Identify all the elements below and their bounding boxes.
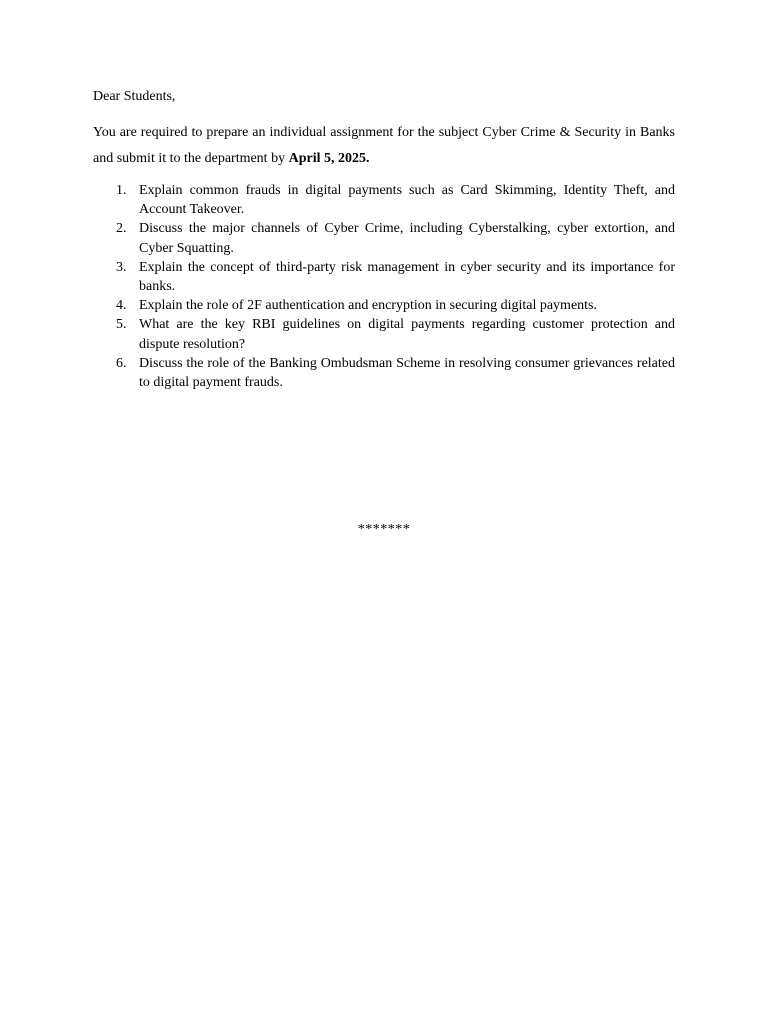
submission-deadline: April 5, 2025. xyxy=(288,151,370,166)
question-text: Discuss the major channels of Cyber Crime, including Cyberstalking, cyber extortion, and Cyber Squatting. xyxy=(139,221,675,256)
question-item xyxy=(93,181,675,219)
salutation: Dear Students, xyxy=(93,89,176,104)
question-text: What are the key RBI guidelines on digital payments regarding customer protection and dispute resolution? xyxy=(139,317,675,352)
intro-text: You are required to prepare an individual assignment for the subject Cyber Crime & Security in Banks and submit it to the department by xyxy=(93,125,675,166)
question-item xyxy=(93,219,675,257)
end-marker: ******* xyxy=(357,522,411,537)
question-text: Explain the role of 2F authentication and encryption in securing digital payments. xyxy=(139,298,597,314)
question-text: Explain common frauds in digital payments such as Card Skimming, Identity Theft, and Account Takeover. xyxy=(139,183,675,218)
question-number: 2. xyxy=(116,221,127,237)
question-item xyxy=(93,354,675,392)
question-text: Explain the concept of third-party risk management in cyber security and its importance for banks. xyxy=(139,259,675,295)
question-number: 4. xyxy=(116,298,127,314)
question-number: 3. xyxy=(116,259,127,275)
question-text: Discuss the role of the Banking Ombudsman Scheme in resolving consumer grievances related to digital payment frauds. xyxy=(139,355,675,391)
intro-paragraph xyxy=(93,120,675,172)
question-number: 1. xyxy=(116,183,127,198)
question-number: 6. xyxy=(116,355,127,371)
question-number: 5. xyxy=(116,317,127,333)
question-item xyxy=(93,258,675,296)
question-list xyxy=(93,181,675,392)
question-item xyxy=(93,315,675,353)
question-item xyxy=(93,296,675,315)
